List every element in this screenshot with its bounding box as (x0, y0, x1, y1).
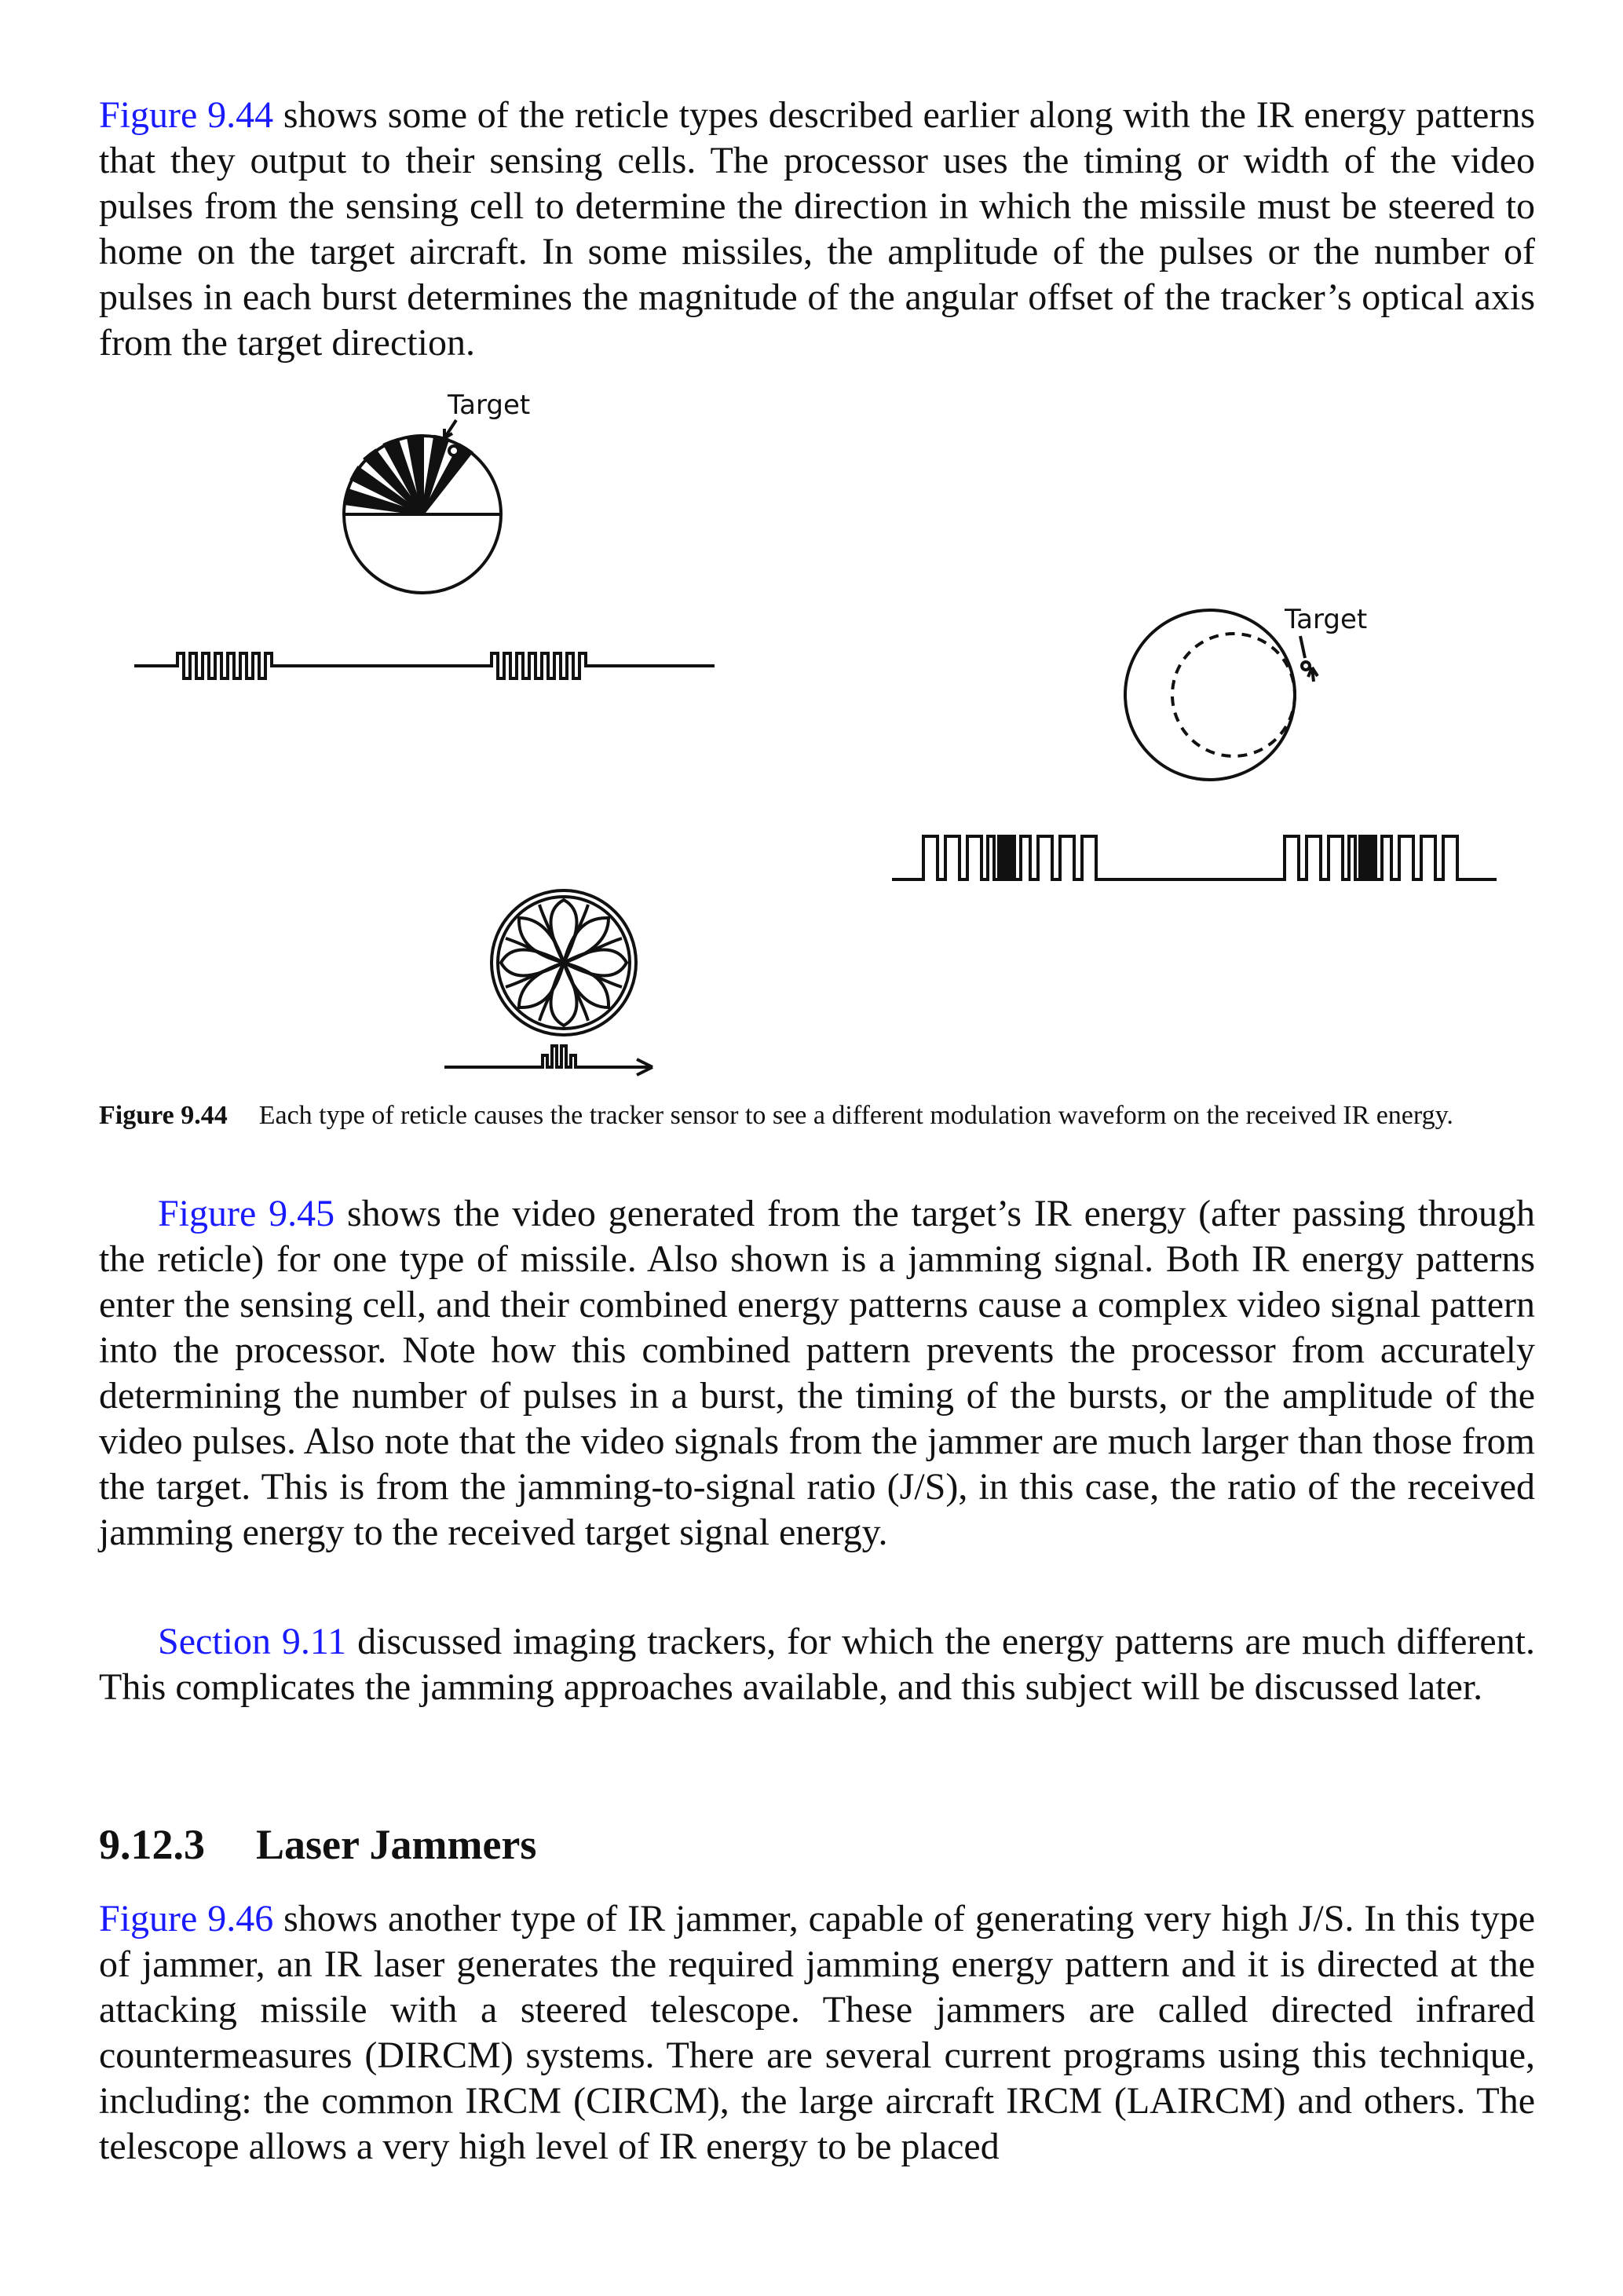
paragraph-1 (99, 93, 1535, 366)
figure-9-44-link[interactable]: Figure 9.44 (99, 94, 274, 136)
paragraph-2-text: shows the video generated from the target’s IR energy (after passing through the reticle) for one type of missile. Also shown is a jamming signal. Both IR energy patterns enter the sensing cell, and their combined energy patterns cause a complex video signal pattern into the processor. Note how this combined pattern prevents the processor from accurately determining the number of pulses in a burst, the timing of the bursts, or the amplitude of the video pulses. Also note that the video signals from the jammer are much larger than those from the target. This is from the jamming-to-signal ratio (J/S), in this case, the ratio of the received jamming energy to the received target signal energy. (99, 1193, 1535, 1553)
figure-9-46-link[interactable]: Figure 9.46 (99, 1898, 274, 1940)
paragraph-3 (99, 1619, 1535, 1710)
paragraph-4 (99, 1896, 1535, 2170)
caption-text: Each type of reticle causes the tracker sensor to see a different modulation waveform on the received IR energy. (258, 1101, 1453, 1130)
waveform-3 (444, 1046, 652, 1067)
figure-9-44 (99, 369, 1535, 1099)
paragraph-2 (99, 1191, 1535, 1556)
target-label-1: Target (448, 389, 531, 421)
rising-sun-reticle (344, 420, 501, 593)
section-heading (99, 1820, 536, 1869)
figure-9-45-link[interactable]: Figure 9.45 (158, 1193, 335, 1234)
paragraph-3-text: discussed imaging trackers, for which the energy patterns are much different. This complicates the jamming approaches available, and this subject will be discussed later. (99, 1621, 1535, 1708)
paragraph-1-text: shows some of the reticle types described earlier along with the IR energy patterns that they output to their sensing cells. The processor uses the timing or width of the video pulses from the sensing cell to determine the direction in which the missile must be steered to home on the target aircraft. In some missiles, the amplitude of the pulses or the number of pulses in each burst determines the magnitude of the angular offset of the tracker’s optical axis from the target direction. (99, 94, 1535, 364)
waveform-2 (892, 836, 1497, 879)
waveform-1 (134, 653, 715, 678)
section-number: 9.12.3 (99, 1821, 205, 1868)
section-title: Laser Jammers (256, 1821, 537, 1868)
spoke-reticle (492, 890, 636, 1035)
paragraph-4-text: shows another type of IR jammer, capable of generating very high J/S. In this type of jammer, an IR laser generates the required jamming energy pattern and it is directed at the attacking missile with a steered telescope. These jammers are called directed infrared countermeasures (DIRCM) systems. There are several current programs using this technique, including: the common IRCM (CIRCM), the large aircraft IRCM (LAIRCM) and others. The telescope allows a very high level of IR energy to be placed (99, 1898, 1535, 2167)
figure-caption (99, 1098, 1535, 1134)
target-label-2: Target (1285, 604, 1368, 635)
section-9-11-link[interactable]: Section 9.11 (158, 1621, 347, 1662)
caption-label: Figure 9.44 (99, 1101, 228, 1130)
nutating-reticle (1125, 610, 1318, 780)
